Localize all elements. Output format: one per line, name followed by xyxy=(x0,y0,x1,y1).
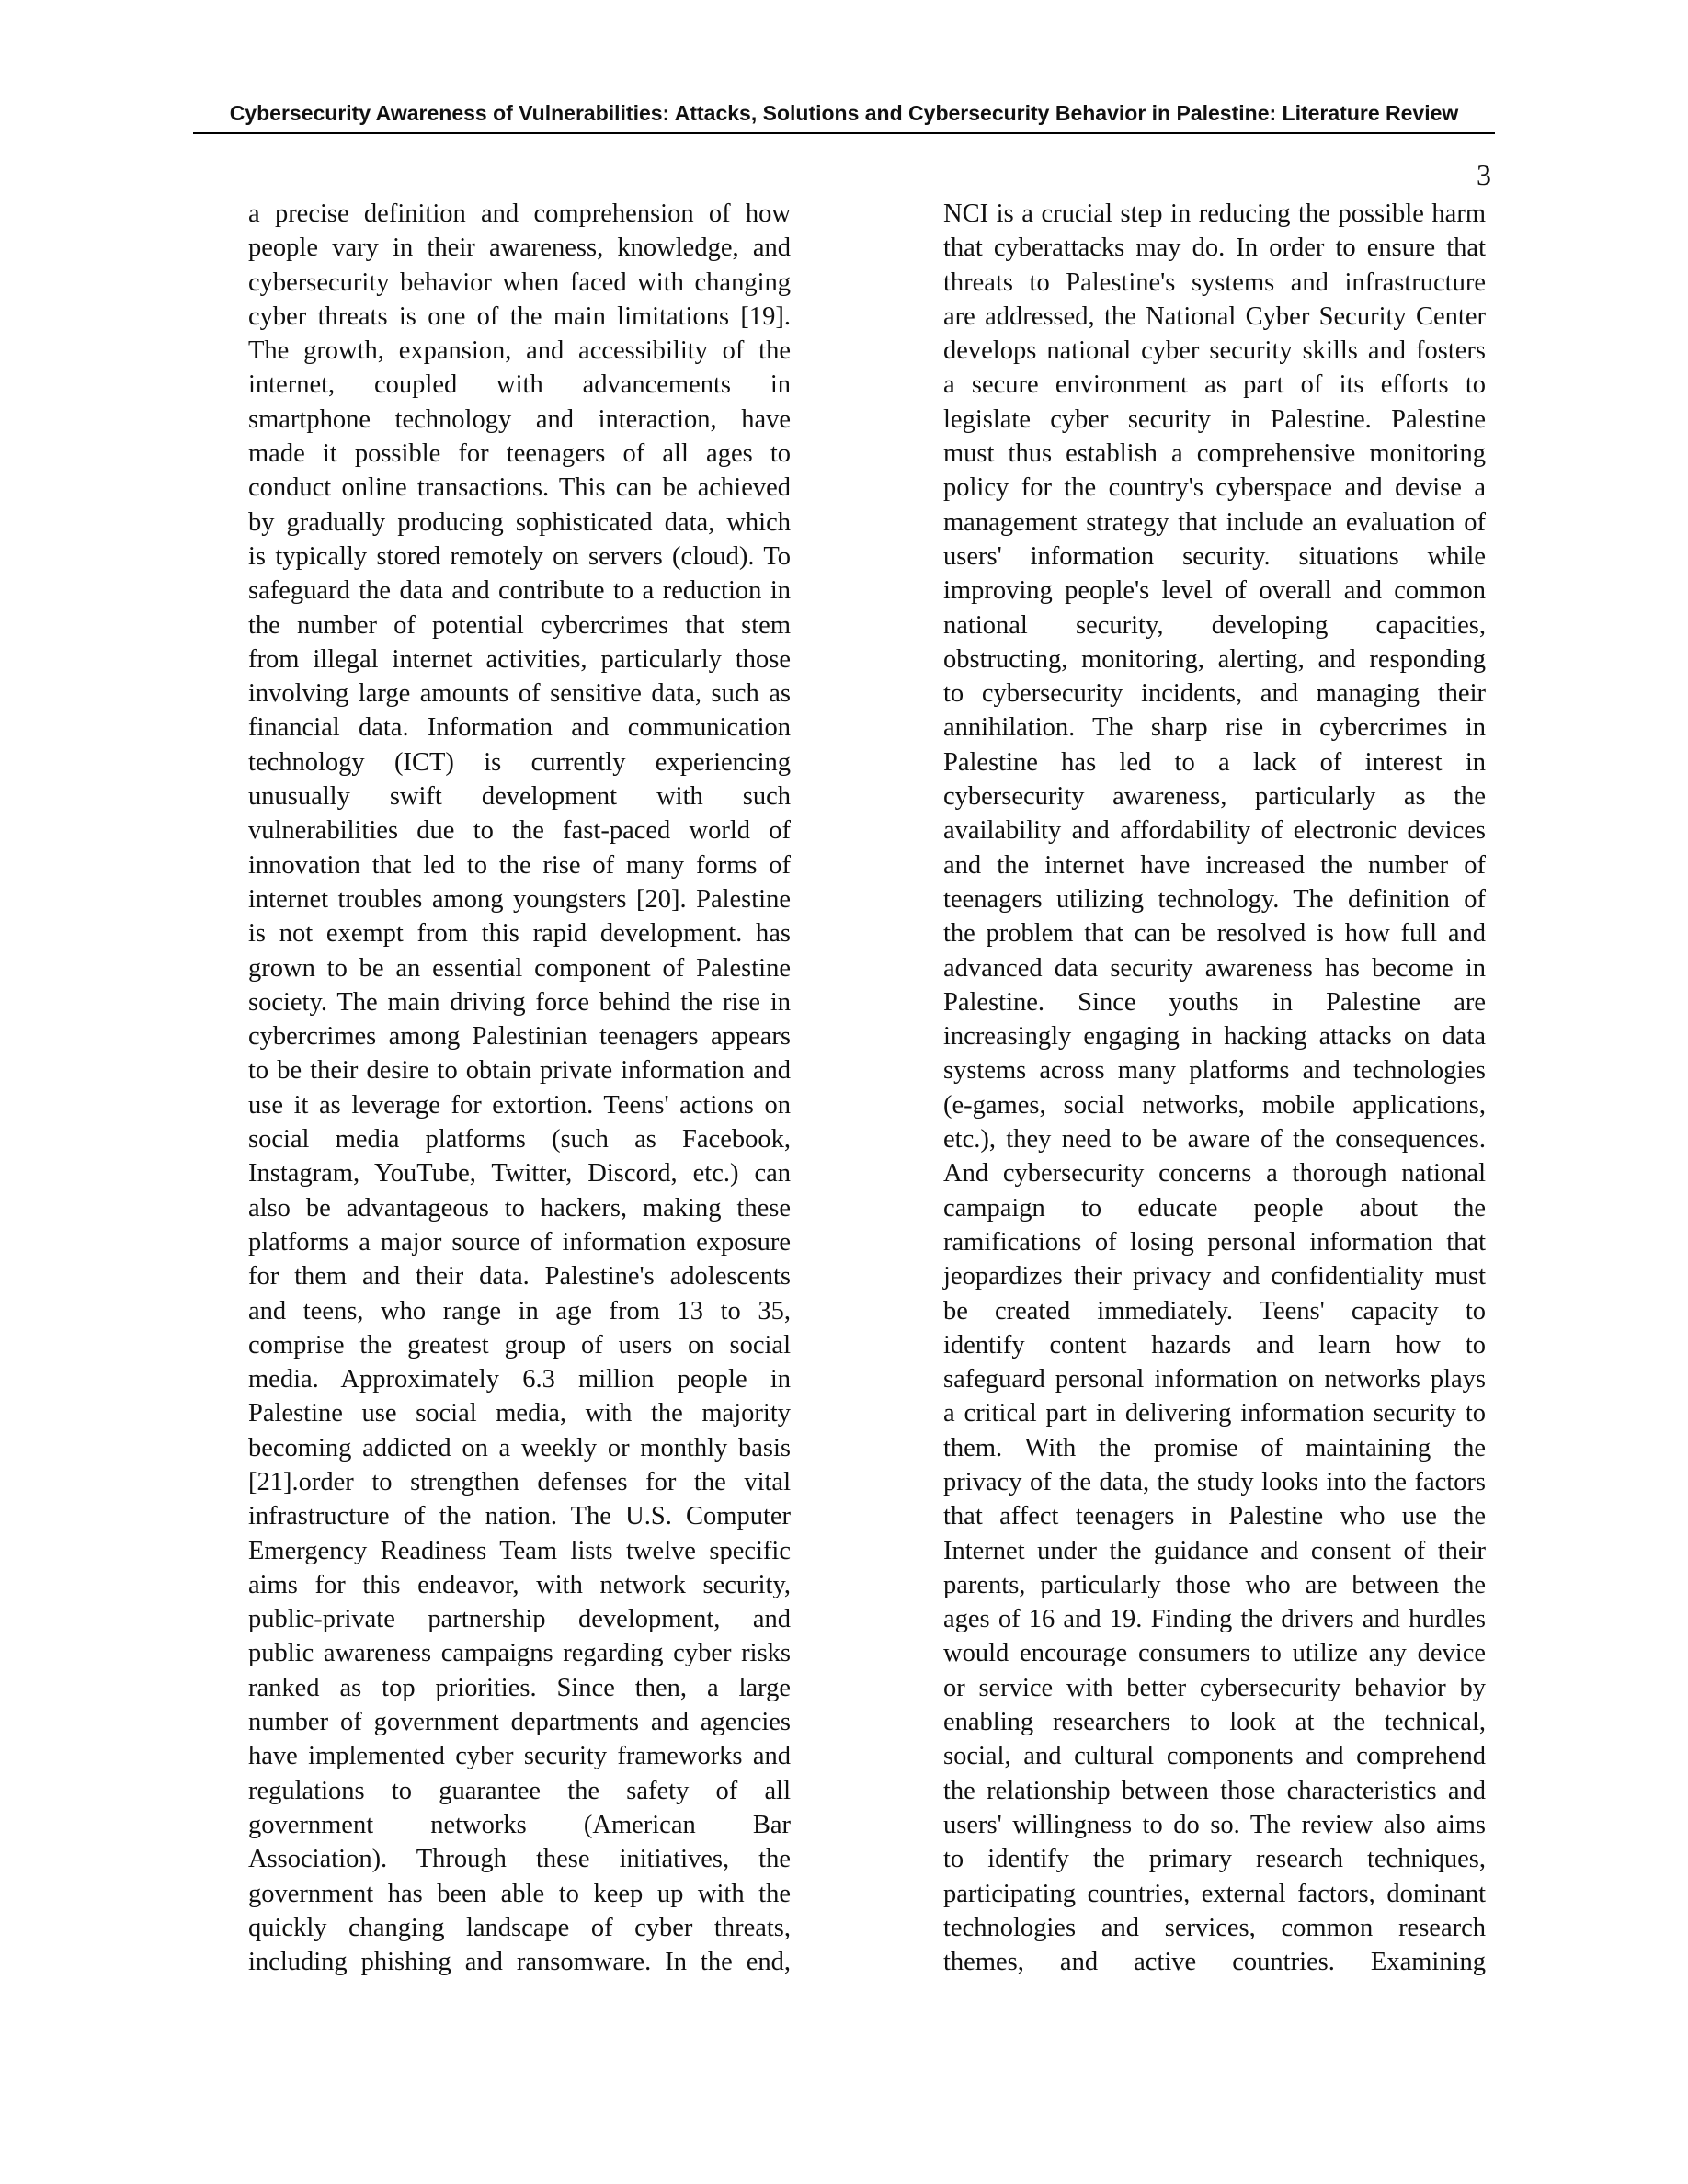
header-rule xyxy=(193,132,1495,134)
text-line: must thus establish a comprehensive monitoring xyxy=(943,439,1486,469)
text-line: Palestine. Since youths in Palestine are xyxy=(943,987,1486,1017)
text-line: and the internet have increased the number of xyxy=(943,850,1486,880)
text-line: have implemented cyber security frameworks and xyxy=(248,1742,791,1771)
text-line: The growth, expansion, and accessibility of the xyxy=(248,336,791,366)
text-line: obstructing, monitoring, alerting, and responding xyxy=(943,644,1486,674)
text-line: society. The main driving force behind the rise in xyxy=(248,987,791,1017)
text-line: And cybersecurity concerns a thorough national xyxy=(943,1159,1486,1189)
text-line: and teens, who range in age from 13 to 35, xyxy=(248,1296,791,1325)
text-line: increasingly engaging in hacking attacks on data xyxy=(943,1022,1486,1052)
text-line: (e-games, social networks, mobile applications, xyxy=(943,1090,1486,1120)
text-line: people vary in their awareness, knowledge, and xyxy=(248,233,791,263)
text-line: media. Approximately 6.3 million people in xyxy=(248,1365,791,1394)
text-line: users' willingness to do so. The review also aims xyxy=(943,1810,1486,1839)
text-line: would encourage consumers to utilize any device xyxy=(943,1639,1486,1668)
text-line: systems across many platforms and technologies xyxy=(943,1056,1486,1086)
text-line: technology (ICT) is currently experiencing xyxy=(248,747,791,777)
text-line: to be their desire to obtain private information and xyxy=(248,1056,791,1086)
text-line: the problem that can be resolved is how full and xyxy=(943,919,1486,949)
text-line: is typically stored remotely on servers (cloud). To xyxy=(248,541,791,571)
text-line: use it as leverage for extortion. Teens' actions on xyxy=(248,1090,791,1120)
text-line: safeguard personal information on networks plays xyxy=(943,1365,1486,1394)
text-line: advanced data security awareness has become in xyxy=(943,953,1486,983)
text-line: are addressed, the National Cyber Security Center xyxy=(943,301,1486,331)
text-line: a precise definition and comprehension of how xyxy=(248,199,791,228)
text-line: safeguard the data and contribute to a reduction in xyxy=(248,576,791,606)
text-line: annihilation. The sharp rise in cybercrimes in xyxy=(943,713,1486,743)
text-line: national security, developing capacities, xyxy=(943,610,1486,640)
text-line: a secure environment as part of its efforts to xyxy=(943,370,1486,400)
text-line: public-private partnership development, and xyxy=(248,1605,791,1634)
text-line: that affect teenagers in Palestine who use the xyxy=(943,1502,1486,1531)
text-line: policy for the country's cyberspace and devise a xyxy=(943,473,1486,503)
text-line: jeopardizes their privacy and confidentiality must xyxy=(943,1262,1486,1291)
text-line: the relationship between those characteristics and xyxy=(943,1776,1486,1805)
text-line: unusually swift development with such xyxy=(248,782,791,812)
text-line: ramifications of losing personal information that xyxy=(943,1227,1486,1257)
text-line: Internet under the guidance and consent of their xyxy=(943,1536,1486,1565)
text-line: made it possible for teenagers of all ages to xyxy=(248,439,791,469)
text-line: identify content hazards and learn how to xyxy=(943,1330,1486,1359)
text-line: availability and affordability of electronic devices xyxy=(943,816,1486,846)
text-line: also be advantageous to hackers, making these xyxy=(248,1193,791,1223)
text-line: conduct online transactions. This can be achieved xyxy=(248,473,791,503)
text-line: NCI is a crucial step in reducing the possible harm xyxy=(943,199,1486,228)
text-line: themes, and active countries. Examining xyxy=(943,1948,1486,1977)
text-line: ages of 16 and 19. Finding the drivers and hurdles xyxy=(943,1605,1486,1634)
text-line: Palestine use social media, with the majority xyxy=(248,1399,791,1428)
text-line: aims for this endeavor, with network security, xyxy=(248,1570,791,1599)
text-line: public awareness campaigns regarding cyber risks xyxy=(248,1639,791,1668)
text-line: Association). Through these initiatives, the xyxy=(248,1845,791,1874)
text-line: improving people's level of overall and common xyxy=(943,576,1486,606)
text-line: enabling researchers to look at the technical, xyxy=(943,1708,1486,1737)
text-line: vulnerabilities due to the fast-paced world of xyxy=(248,816,791,846)
text-line: regulations to guarantee the safety of all xyxy=(248,1776,791,1805)
text-line: teenagers utilizing technology. The definition of xyxy=(943,884,1486,914)
text-line: innovation that led to the rise of many forms of xyxy=(248,850,791,880)
text-line: that cyberattacks may do. In order to ensure that xyxy=(943,233,1486,263)
text-line: develops national cyber security skills and fosters xyxy=(943,336,1486,366)
text-line: privacy of the data, the study looks into the factors xyxy=(943,1467,1486,1496)
text-line: campaign to educate people about the xyxy=(943,1193,1486,1223)
text-line: cybersecurity behavior when faced with changing xyxy=(248,267,791,297)
text-line: [21].order to strengthen defenses for the vital xyxy=(248,1467,791,1496)
running-header-title: Cybersecurity Awareness of Vulnerabilities: Attacks, Solutions and Cybersecurity Behavior in Palestine: Literature Review xyxy=(229,101,1459,125)
text-line: cybersecurity awareness, particularly as the xyxy=(943,782,1486,812)
text-line: comprise the greatest group of users on social xyxy=(248,1330,791,1359)
text-line: legislate cyber security in Palestine. Palestine xyxy=(943,404,1486,434)
text-line: social media platforms (such as Facebook, xyxy=(248,1125,791,1155)
text-line: smartphone technology and interaction, have xyxy=(248,404,791,434)
text-line: government has been able to keep up with the xyxy=(248,1879,791,1908)
text-line: to cybersecurity incidents, and managing their xyxy=(943,679,1486,709)
text-line: by gradually producing sophisticated data, which xyxy=(248,507,791,537)
text-line: cybercrimes among Palestinian teenagers appears xyxy=(248,1022,791,1052)
text-line: financial data. Information and communication xyxy=(248,713,791,743)
right-column-text xyxy=(943,197,1486,1979)
text-line: number of government departments and agencies xyxy=(248,1708,791,1737)
text-line: the number of potential cybercrimes that stem xyxy=(248,610,791,640)
text-line: Instagram, YouTube, Twitter, Discord, etc.) can xyxy=(248,1159,791,1189)
text-line: or service with better cybersecurity behavior by xyxy=(943,1673,1486,1702)
text-line: infrastructure of the nation. The U.S. Computer xyxy=(248,1502,791,1531)
text-line: social, and cultural components and comprehend xyxy=(943,1742,1486,1771)
text-line: is not exempt from this rapid development. has xyxy=(248,919,791,949)
text-line: cyber threats is one of the main limitations [19]. xyxy=(248,301,791,331)
text-line: Palestine has led to a lack of interest in xyxy=(943,747,1486,777)
text-line: them. With the promise of maintaining the xyxy=(943,1433,1486,1462)
text-line: users' information security. situations while xyxy=(943,541,1486,571)
text-line: quickly changing landscape of cyber threats, xyxy=(248,1913,791,1942)
left-column-text xyxy=(248,197,791,1979)
text-line: involving large amounts of sensitive data, such as xyxy=(248,679,791,709)
text-line: for them and their data. Palestine's adolescents xyxy=(248,1262,791,1291)
text-line: participating countries, external factors, dominant xyxy=(943,1879,1486,1908)
text-line: a critical part in delivering information security to xyxy=(943,1399,1486,1428)
text-line: technologies and services, common research xyxy=(943,1913,1486,1942)
text-line: government networks (American Bar xyxy=(248,1810,791,1839)
text-line: internet, coupled with advancements in xyxy=(248,370,791,400)
text-line: including phishing and ransomware. In the end, xyxy=(248,1948,791,1977)
text-line: to identify the primary research techniques, xyxy=(943,1845,1486,1874)
text-line: parents, particularly those who are between the xyxy=(943,1570,1486,1599)
text-line: management strategy that include an evaluation of xyxy=(943,507,1486,537)
text-line: be created immediately. Teens' capacity to xyxy=(943,1296,1486,1325)
text-line: Emergency Readiness Team lists twelve specific xyxy=(248,1536,791,1565)
page-number: 3 xyxy=(1477,158,1491,191)
text-line: platforms a major source of information exposure xyxy=(248,1227,791,1257)
text-line: etc.), they need to be aware of the consequences. xyxy=(943,1125,1486,1155)
text-line: threats to Palestine's systems and infrastructure xyxy=(943,267,1486,297)
text-line: internet troubles among youngsters [20]. Palestine xyxy=(248,884,791,914)
text-line: becoming addicted on a weekly or monthly basis xyxy=(248,1433,791,1462)
text-line: grown to be an essential component of Palestine xyxy=(248,953,791,983)
text-line: ranked as top priorities. Since then, a large xyxy=(248,1673,791,1702)
text-line: from illegal internet activities, particularly those xyxy=(248,644,791,674)
